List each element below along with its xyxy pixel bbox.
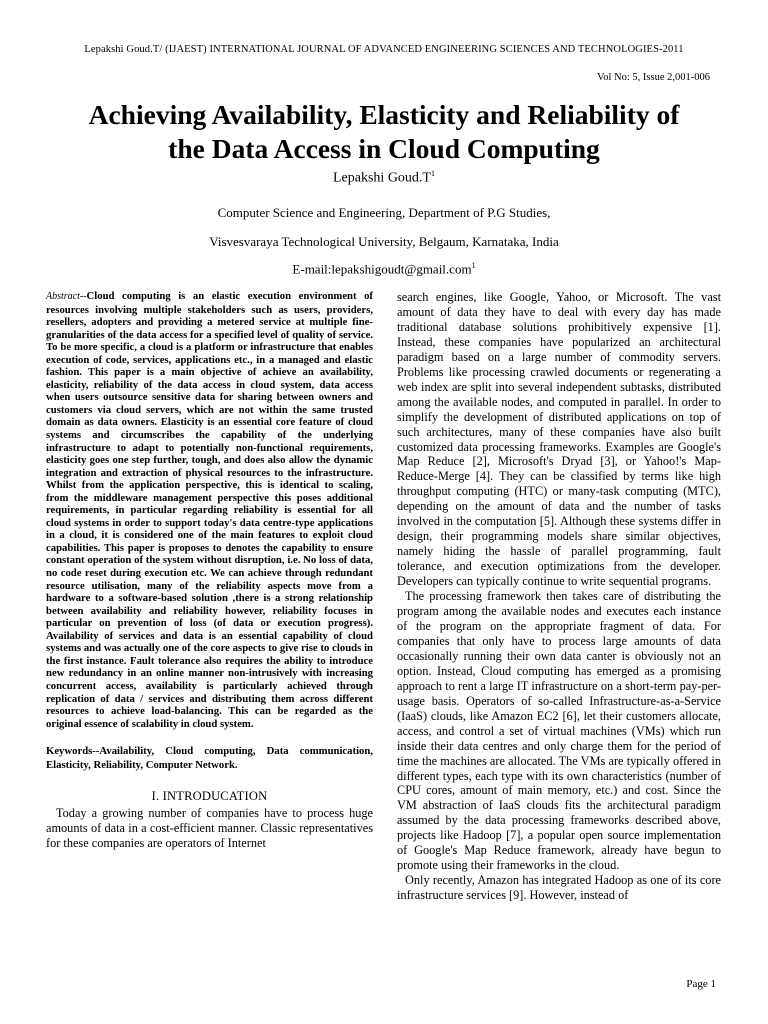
left-column — [46, 290, 373, 851]
intro-paragraph: Today a growing number of companies have to process huge amounts of data in a cost-efficient manner. Classic representatives for these companies are operators of Internet — [46, 805, 373, 850]
page-number: Page 1 — [686, 978, 716, 990]
title-line-1: Achieving Availability, Elasticity and Reliability of — [88, 99, 680, 130]
abstract-label: Abstract-- — [46, 291, 87, 302]
affiliation-department: Computer Science and Engineering, Department of P.G Studies, — [217, 205, 551, 220]
author-email — [0, 261, 768, 277]
paper-title — [20, 98, 748, 166]
right-column — [397, 290, 721, 903]
section-heading-introduction: I. INTRODUCATION — [151, 789, 268, 804]
author-text: Lepakshi Goud.T — [333, 170, 431, 186]
affiliation-university: Visvesvaraya Technological University, Belgaum, Karnataka, India — [209, 234, 559, 249]
title-line-2: the Data Access in Cloud Computing — [168, 133, 600, 164]
volume-issue: Vol No: 5, Issue 2,001-006 — [597, 72, 710, 83]
author-name — [0, 169, 768, 187]
journal-header: Lepakshi Goud.T/ (IJAEST) INTERNATIONAL JOURNAL OF ADVANCED ENGINEERING SCIENCES AND TECHNOLOGIES-2011 — [84, 44, 684, 55]
keywords: Keywords--Availability, Cloud computing, Data communication, Elasticity, Reliability, Computer Network. — [46, 745, 373, 772]
body-paragraph-2: The processing framework then takes care of distributing the program among the available nodes and executes each instance of the program on the appropriate fragment of data. For companies that only have to process large amounts of data occasionally running their own data canter is obviously not an option. Instead, Cloud computing has emerged as a promising approach to rent a large IT infrastructure on a short-term pay-per-usage basis. Operators of so-called Infrastructure-as-a-Service (IaaS) clouds, like Amazon EC2 [6], let their customers allocate, access, and control a set of virtual machines (VMs) which run inside their data centres and only charge them for the period of time the machines are allocated. The VMs are typically offered in different types, each type with its own characteristics (number of CPU cores, amount of main memory, etc.) and cost. Since the VM abstraction of IaaS clouds fits the architectural paradigm assumed by the data processing frameworks described above, projects like Hadoop [7], a popular open source implementation of Google's Map Reduce framework, already have begun to promote using their frameworks in the cloud. — [397, 589, 721, 873]
author-superscript: 1 — [430, 169, 435, 178]
body-paragraph-3: Only recently, Amazon has integrated Hadoop as one of its core infrastructure services [9]. However, instead of — [397, 873, 721, 903]
abstract — [46, 290, 373, 730]
abstract-text: Cloud computing is an elastic execution environment of resources involving multiple stakeholders such as users, providers, resellers, adopters and providing a metered service at multiple fine-granularities of the data access for a specified level of quality of service. To be more specific, a cloud is a platform or infrastructure that enables execution of code, services, applications etc., in a managed and elastic fashion. This paper is a main objective of achieve an availability, elasticity, reliability of the data access in cloud system, data access when users outsource sensitive data for sharing between owners and customers via cloud servers, which are not within the same trusted domain as data owners. Elasticity is an essential core feature of cloud systems and circumscribes the capability of the underlying infrastructure to adapt to potentially non-functional requirements, elasticity goes one step further, tough, and does also allow the dynamic integration and extraction of physical resources to the infrastructure. Whilst from the application perspective, this is identical to scaling, from the middleware management perspective this poses additional requirements, in particular regarding reliability is essential for all cloud systems in order to support today's data centre-type applications in a cloud, it is considered one of the main features to exploit cloud capabilities. This paper is proposes to denotes the capability to ensure constant operation of the system without disruption, i.e. No loss of data, no code reset during execution etc. We can achieve through redundant resource utilisation, many of the reliability aspects move from a hardware to a software-based solution ,there is a strong relationship between availability and reliability however, reliability focuses in particular on prevention of loss (of data or execution progress). Availability of services and data is an essential capability of cloud systems and was actually one of the core aspects to give rise to clouds in the first instance. Fault tolerance also requires the ability to introduce new redundancy in an online manner non-intrusively with increasing concurrent access, availability is particularly achieved through replication of data / services and distributing them across different resources to achieve load-balancing. This can be regarded as the original essence of scalability in cloud system. — [46, 290, 373, 730]
email-superscript: 1 — [471, 261, 476, 270]
body-paragraph-1: search engines, like Google, Yahoo, or Microsoft. The vast amount of data they have to deal with every day has made traditional database solutions prohibitively expensive [1]. Instead, these companies have popularized an architectural paradigm based on a large number of commodity servers. Problems like processing crawled documents or regenerating a web index are split into several independent subtasks, distributed among the available nodes, and computed in parallel. In order to simplify the development of distributed applications on top of such architectures, many of these companies have also built customized data processing frameworks. Examples are Google's Map Reduce [2], Microsoft's Dryad [3], or Yahoo!'s Map-Reduce-Merge [4]. They can be classified by terms like high throughput computing (HTC) or many-task computing (MTC), depending on the amount of data and the number of tasks involved in the computation [5]. Although these systems differ in design, their programming models share similar objectives, namely hiding the hassle of parallel programming, fault tolerance, and execution optimizations from the developer. Developers can typically continue to write sequential programs. — [397, 290, 721, 589]
email-text: E-mail:lepakshigoudt@gmail.com — [292, 261, 472, 277]
